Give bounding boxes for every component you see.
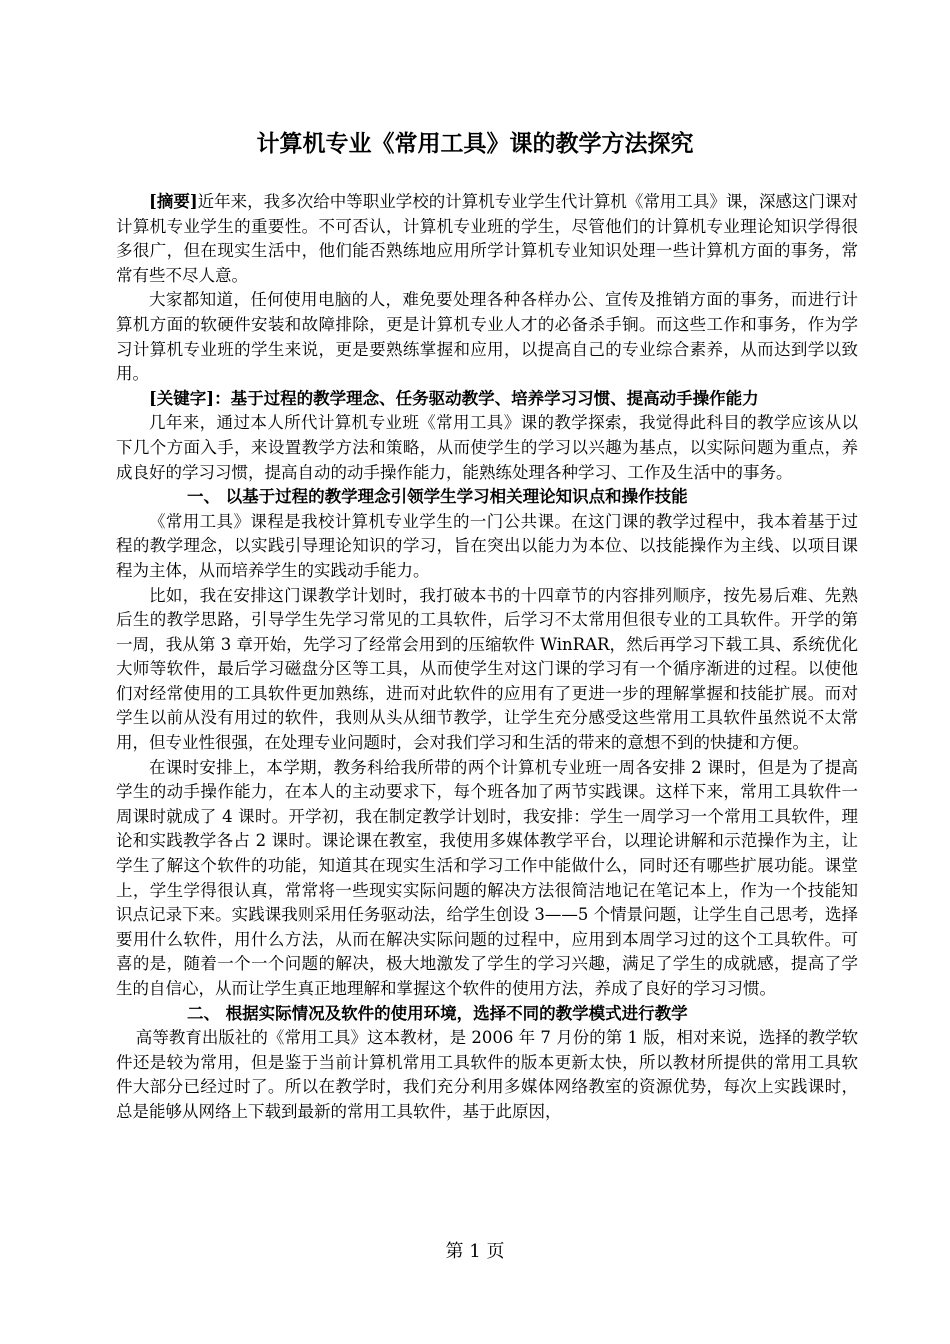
intro-paragraph: 几年来，通过本人所代计算机专业班《常用工具》课的教学探索，我觉得此科目的教学应该从以下几个方面入手，来设置教学方法和策略，从而使学生的学习以兴趣为基点，以实际问题为重点，养成良好的学习习惯，提高自动的动手操作能力，能熟练处理各种学习、工作及生活中的事务。 [116,413,858,482]
keywords-label: [关键字] [149,388,215,408]
section2-paragraph-1: 高等教育出版社的《常用工具》这本教材，是 2006 年 7 月份的第 1 版，相对来说，选择的教学软件还是较为常用，但是鉴于当前计算机常用工具软件的版本更新太快，所以教材所提供的常用工具软件大部分已经过时了。所以在教学时，我们充分利用多媒体网络教室的资源优势，每次上实践课时，总是能够从网络上下载到最新的常用工具软件，基于此原因， [116,1028,858,1121]
page-number: 第 1 页 [445,1241,505,1262]
abstract-label: [摘要] [149,192,198,211]
section1-paragraph-3: 在课时安排上，本学期，教务科给我所带的两个计算机专业班一周各安排 2 课时，但是为了提高学生的动手操作能力，在本人的主动要求下，每个班各加了两节实践课。这样下来，常用工具软件一周课时就成了 4 课时。开学初，我在制定教学计划时，我安排：学生一周学习一个常用工具软件，理论和实践教学各占 2 课时。课论课在教室，我使用多媒体教学平台，以理论讲解和示范操作为主，让学生了解这个软件的功能，知道其在现实生活和学习工作中能做什么，同时还有哪些扩展功能。课堂上，学生学得很认真，常常将一些现实实际问题的解决方法很简洁地记在笔记本上，作为一个技能知识点记录下来。实践课我则采用任务驱动法，给学生创设 3——5 个情景问题，让学生自己思考，选择要用什么软件，用什么方法，从而在解决实际问题的过程中，应用到本周学习过的这个工具软件。可喜的是，随着一个一个问题的解决，极大地激发了学生的学习兴趣，满足了学生的成就感，提高了学生的自信心，从而让学生真正地理解和掌握这个软件的使用方法，养成了良好的学习习惯。 [116,757,858,998]
document-title: 计算机专业《常用工具》课的教学方法探究 [256,130,694,157]
keywords-line [116,387,858,412]
section1-paragraph-1: 《常用工具》课程是我校计算机专业学生的一门公共课。在这门课的教学过程中，我本着基于过程的教学理念，以实践引导理论知识的学习，旨在突出以能力为本位、以技能操作为主线、以项目课程为主体，从而培养学生的实践动手能力。 [116,511,858,580]
section-heading-2: 二、 根据实际情况及软件的使用环境，选择不同的教学模式进行教学 [186,1003,688,1023]
section-heading-1: 一、 以基于过程的教学理念引领学生学习相关理论知识点和操作技能 [186,487,688,507]
section1-paragraph-2: 比如，我在安排这门课教学计划时，我打破本书的十四章节的内容排列顺序，按先易后难、先熟后生的教学思路，引导学生先学习常见的工具软件，后学习不太常用但很专业的工具软件。开学的第一周，我从第 3 章开始，先学习了经常会用到的压缩软件 WinRAR，然后再学习下载工具、系统优化大师等软件，最后学习磁盘分区等工具，从而使学生对这门课的学习有一个循序渐进的过程。以使他们对经常使用的工具软件更加熟练，进而对此软件的应用有了更进一步的理解掌握和技能扩展。而对学生以前从没有用过的软件，我则从头从细节教学，让学生充分感受这些常用工具软件虽然说不太常用，但专业性很强，在处理专业问题时，会对我们学习和生活的带来的意想不到的快捷和方便。 [116,585,858,753]
abstract-paragraph-2: 大家都知道，任何使用电脑的人，难免要处理各种各样办公、宣传及推销方面的事务，而进行计算机方面的软硬件安装和故障排除，更是计算机专业人才的必备杀手锏。而这些工作和事务，作为学习计算机专业班的学生来说，更是要熟练掌握和应用，以提高自己的专业综合素养，从而达到学以致用。 [116,290,858,384]
keywords-text: ：基于过程的教学理念、任务驱动教学、培养学习习惯、提高动手操作能力 [214,388,759,408]
abstract-text: 近年来，我多次给中等职业学校的计算机专业学生代计算机《常用工具》课，深感这门课对计算机专业学生的重要性。不可否认，计算机专业班的学生，尽管他们的计算机专业理论知识学得很多很广，但在现实生活中，他们能否熟练地应用所学计算机专业知识处理一些计算机方面的事务，常常有些不尽人意。 [116,192,858,285]
abstract-paragraph [116,190,858,288]
document-body [116,190,858,1125]
